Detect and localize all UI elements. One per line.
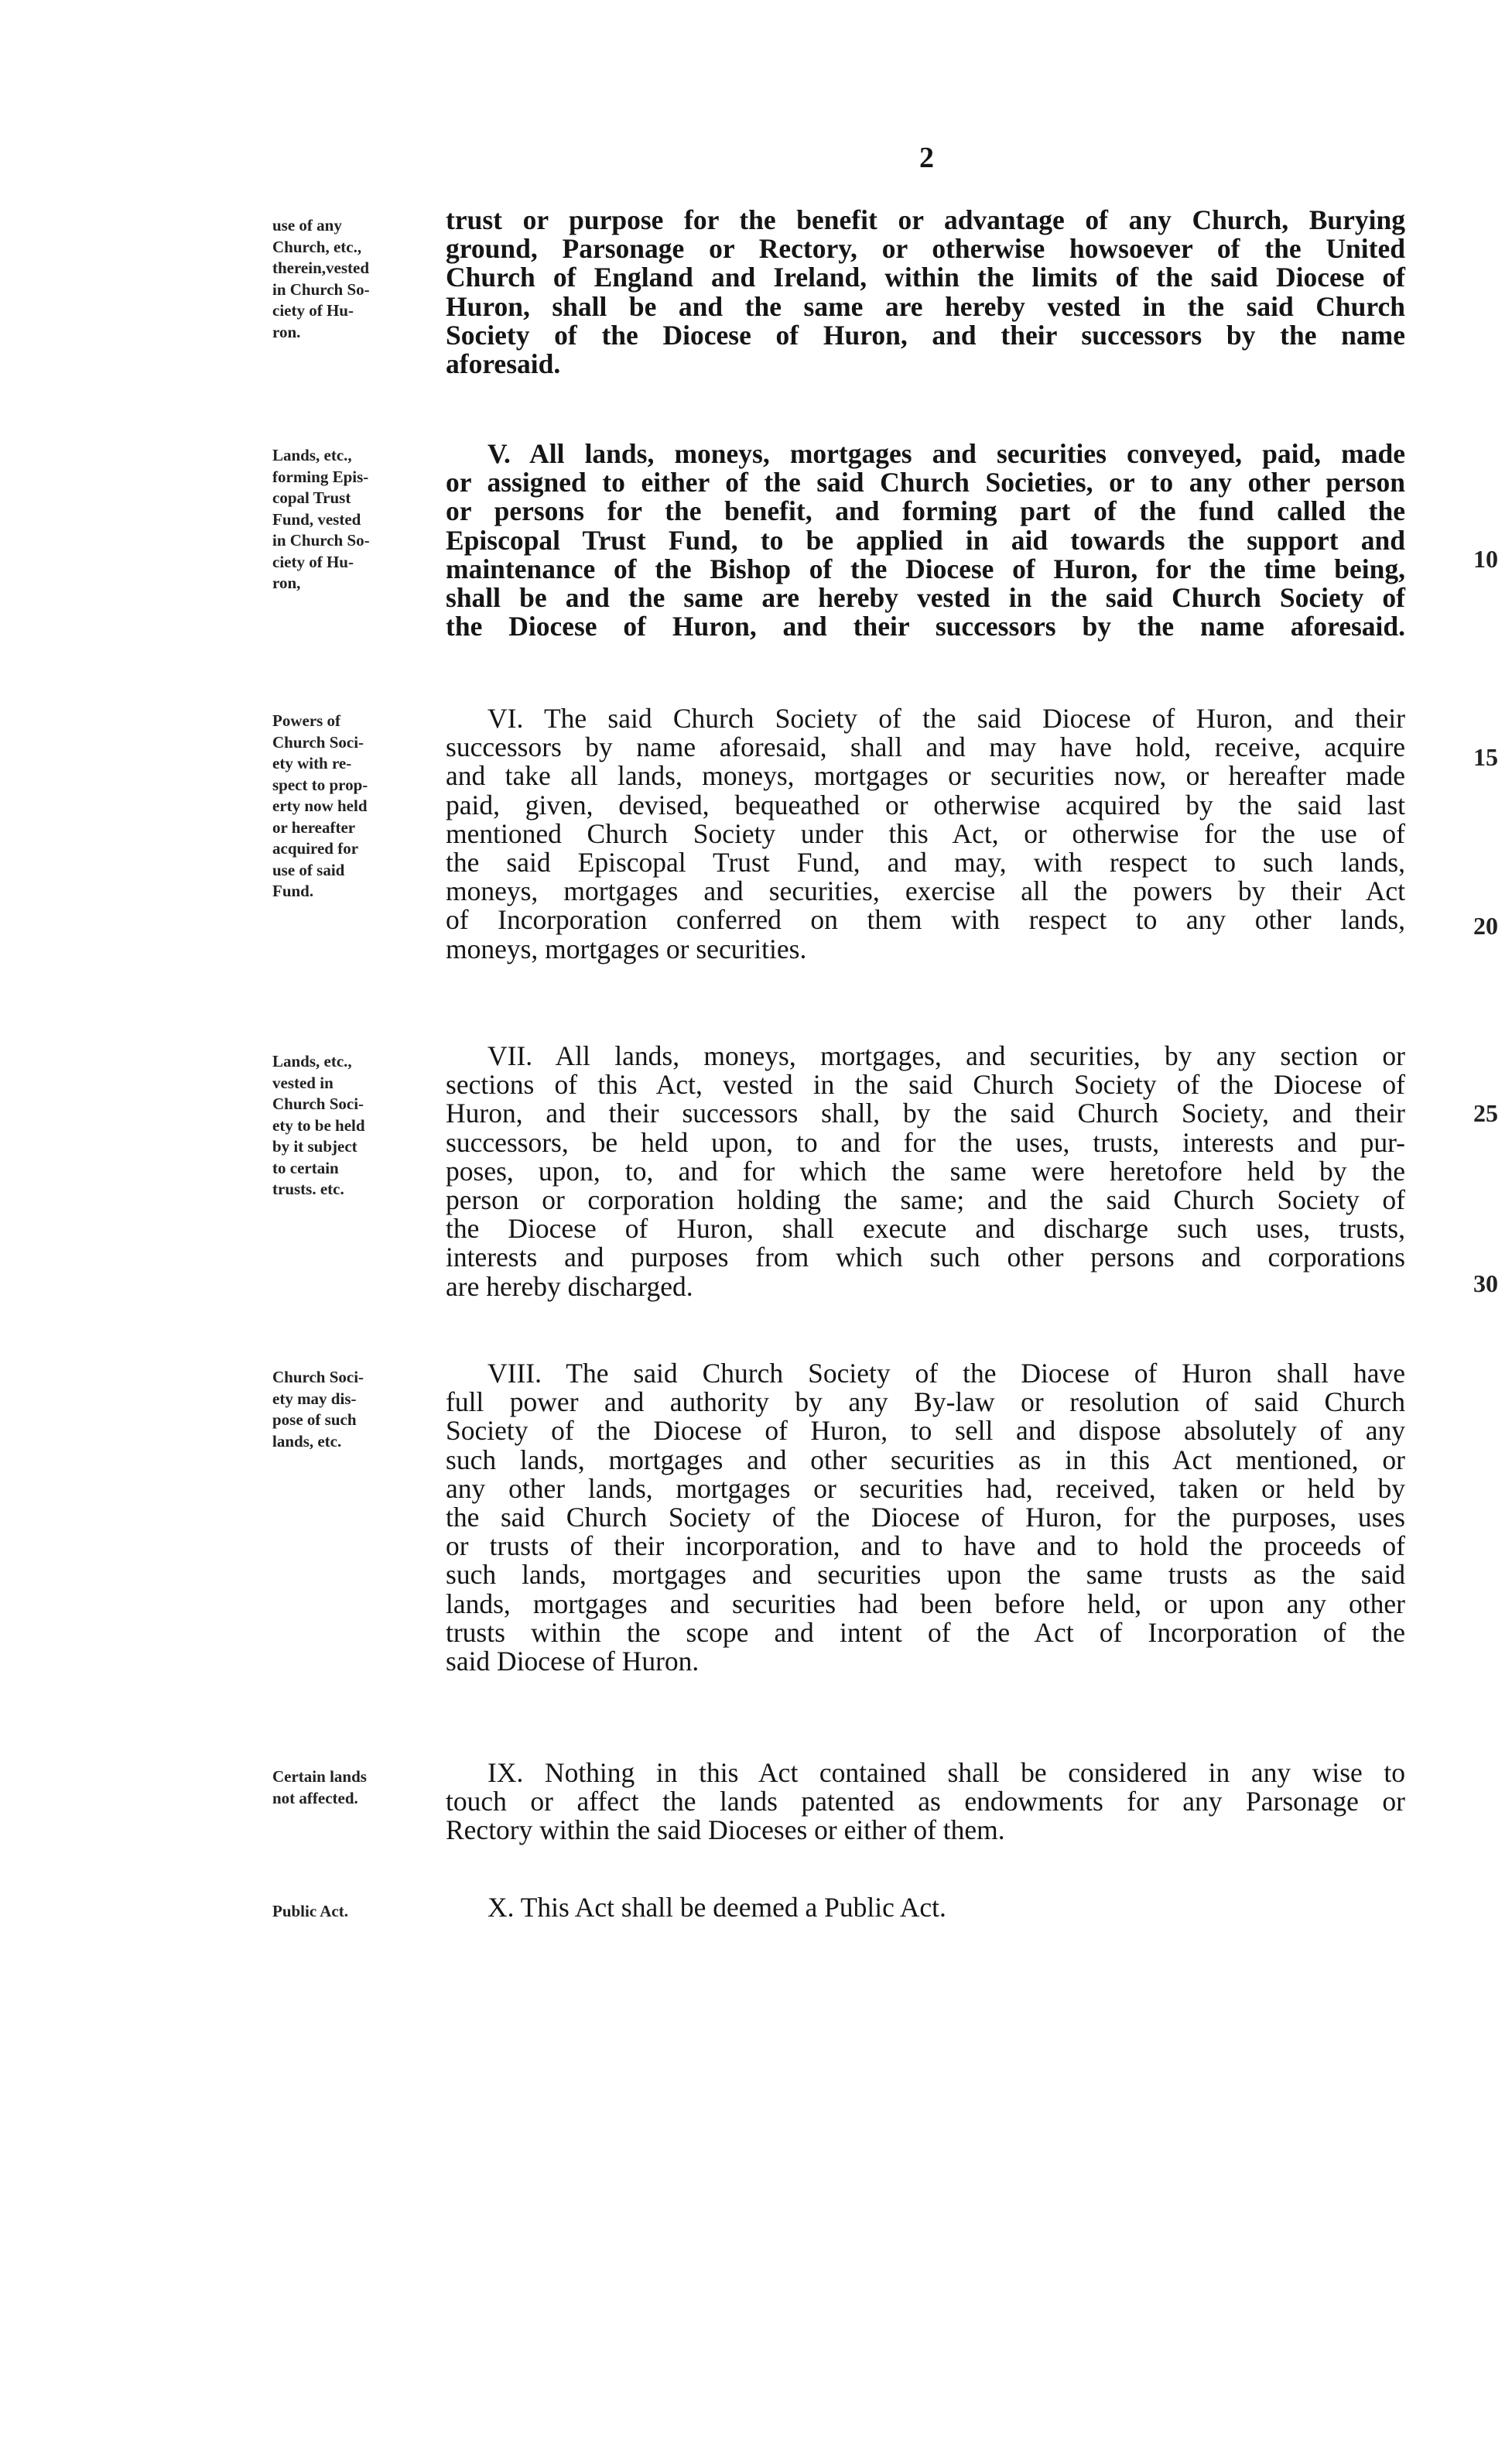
margin-note-line: Lands, etc., xyxy=(272,1052,352,1070)
margin-note-line: Fund, vested xyxy=(272,509,361,529)
margin-note-line: in Church So- xyxy=(272,279,370,299)
margin-note-episcopal-fund xyxy=(272,445,419,594)
margin-note-line: ety with re- xyxy=(272,754,352,772)
margin-note-held-trusts xyxy=(272,1051,419,1201)
text-line: lands, mortgages and securities had been before held, or upon any other xyxy=(446,1588,1405,1619)
text-line: and take all lands, moneys, mortgages or securities now, or hereafter made xyxy=(446,760,1405,792)
margin-note-line: not affected. xyxy=(272,1788,358,1807)
text-line: trusts within the scope and intent of the Act of Incorporation of the xyxy=(446,1616,1405,1648)
text-line: V. All lands, moneys, mortgages and securities conveyed, paid, made xyxy=(487,438,1405,469)
text-line: IX. Nothing in this Act contained shall be considered in any wise to xyxy=(487,1757,1405,1788)
margin-note-line: in Church So- xyxy=(272,531,370,550)
margin-note-line: lands, etc. xyxy=(272,1431,342,1451)
margin-note-line: Powers of xyxy=(272,711,341,730)
text-line: moneys, mortgages and securities, exercise all the powers by their Act xyxy=(446,875,1405,907)
paragraph-section-x xyxy=(446,1893,1405,1922)
text-line: or trusts of their incorporation, and to have and to hold the proceeds of xyxy=(446,1530,1405,1562)
margin-note-line: forming Epis- xyxy=(272,467,369,486)
text-line: Society of the Diocese of Huron, and their successors by the name xyxy=(446,319,1405,351)
margin-note-dispose xyxy=(272,1367,419,1452)
paragraph-section-vii xyxy=(446,1042,1405,1301)
margin-note-line: ciety of Hu- xyxy=(272,301,354,320)
margin-note-line: erty now held xyxy=(272,796,368,815)
text-line: touch or affect the lands patented as endowments for any Parsonage or xyxy=(446,1786,1405,1817)
line-number: 30 xyxy=(1473,1269,1498,1297)
page-number: 2 xyxy=(919,142,934,174)
text-line: aforesaid. xyxy=(446,348,561,380)
text-line: such lands, mortgages and securities upon the same trusts as the said xyxy=(446,1559,1405,1591)
margin-note-public-act xyxy=(272,1901,419,1923)
margin-note-line: to certain xyxy=(272,1158,339,1177)
text-line: are hereby discharged. xyxy=(446,1270,693,1302)
text-line: the said Episcopal Trust Fund, and may, with respect to such lands, xyxy=(446,847,1405,879)
margin-note-line: Lands, etc., xyxy=(272,446,352,464)
text-line: Rectory within the said Dioceses or either of them. xyxy=(446,1814,1005,1846)
text-line: paid, given, devised, bequeathed or otherwise acquired by the said last xyxy=(446,789,1405,820)
text-line: Society of the Diocese of Huron, to sell and dispose absolutely of any xyxy=(446,1415,1405,1447)
text-line: VI. The said Church Society of the said Diocese of Huron, and their xyxy=(487,703,1405,734)
margin-note-line: ron. xyxy=(272,322,301,341)
text-line: Church of England and Ireland, within the limits of the said Diocese of xyxy=(446,262,1405,293)
margin-note-line: Church, etc., xyxy=(272,237,362,256)
text-line: any other lands, mortgages or securities had, received, taken or held by xyxy=(446,1472,1405,1504)
text-line: VIII. The said Church Society of the Diocese of Huron shall have xyxy=(487,1358,1405,1389)
text-line: or assigned to either of the said Church Societies, or to any other person xyxy=(446,467,1405,498)
margin-note-line: use of said xyxy=(272,860,345,879)
margin-note-line: trusts. etc. xyxy=(272,1180,344,1198)
text-line: successors, be held upon, to and for the uses, trusts, interests and pur- xyxy=(446,1126,1405,1158)
text-line: Episcopal Trust Fund, to be applied in aid towards the support and xyxy=(446,524,1405,556)
text-line: maintenance of the Bishop of the Diocese of Huron, for the time being, xyxy=(446,553,1405,584)
text-line: moneys, mortgages or securities. xyxy=(446,933,807,964)
margin-note-line: Church Soci- xyxy=(272,732,364,752)
paragraph-section-ix xyxy=(446,1759,1405,1845)
text-line: poses, upon, to, and for which the same were heretofore held by the xyxy=(446,1155,1405,1187)
margin-note-line: acquired for xyxy=(272,839,359,858)
margin-note-line: use of any xyxy=(272,216,342,235)
text-line: such lands, mortgages and other securities as in this Act mentioned, or xyxy=(446,1444,1405,1475)
margin-note-line: Church Soci- xyxy=(272,1368,364,1386)
text-line: the Diocese of Huron, shall execute and discharge such uses, trusts, xyxy=(446,1213,1405,1245)
margin-note-line: ety to be held xyxy=(272,1115,365,1135)
text-line: interests and purposes from which such other persons and corporations xyxy=(446,1242,1405,1273)
line-number: 10 xyxy=(1473,545,1498,573)
margin-note-line: Church Soci- xyxy=(272,1094,364,1113)
text-line: mentioned Church Society under this Act, or otherwise for the use of xyxy=(446,817,1405,849)
text-line: X. This Act shall be deemed a Public Act. xyxy=(487,1892,946,1923)
margin-note-line: ciety of Hu- xyxy=(272,552,354,571)
text-line: trust or purpose for the benefit or advantage of any Church, Burying xyxy=(446,204,1405,235)
margin-note-line: or hereafter xyxy=(272,817,356,837)
margin-note-line: vested in xyxy=(272,1073,334,1092)
margin-note-line: copal Trust xyxy=(272,488,351,507)
text-line: sections of this Act, vested in the said Church Society of the Diocese of xyxy=(446,1069,1405,1101)
text-line: full power and authority by any By-law or resolution of said Church xyxy=(446,1386,1405,1418)
text-line: said Diocese of Huron. xyxy=(446,1646,700,1677)
paragraph-section-v xyxy=(446,440,1405,641)
text-line: of Incorporation conferred on them with respect to any other lands, xyxy=(446,904,1405,936)
margin-note-line: pose of such xyxy=(272,1410,357,1429)
paragraph-trust-continuation xyxy=(446,206,1405,379)
margin-note-powers xyxy=(272,711,419,903)
paragraph-section-vi xyxy=(446,704,1405,964)
margin-note-line: ron, xyxy=(272,574,301,592)
line-number: 15 xyxy=(1473,743,1498,771)
margin-note-vesting xyxy=(272,215,419,343)
text-line: successors by name aforesaid, shall and may have hold, receive, acquire xyxy=(446,731,1405,763)
margin-note-line: by it subject xyxy=(272,1137,357,1156)
margin-note-line: Fund. xyxy=(272,882,314,900)
paragraph-section-viii xyxy=(446,1359,1405,1676)
margin-note-line: ety may dis- xyxy=(272,1389,357,1408)
margin-note-line: Certain lands xyxy=(272,1767,367,1786)
text-line: the said Church Society of the Diocese of Huron, for the purposes, uses xyxy=(446,1502,1405,1533)
text-line: ground, Parsonage or Rectory, or otherwise howsoever of the United xyxy=(446,233,1405,265)
margin-note-line: spect to prop- xyxy=(272,775,368,794)
text-line: shall be and the same are hereby vested in the said Church Society of xyxy=(446,582,1405,614)
text-line: Huron, shall be and the same are hereby vested in the said Church xyxy=(446,290,1405,322)
text-line: Huron, and their successors shall, by the said Church Society, and their xyxy=(446,1098,1405,1129)
margin-note-lands-not-affected xyxy=(272,1766,419,1809)
text-line: person or corporation holding the same; and the said Church Society of xyxy=(446,1184,1405,1216)
text-line: or persons for the benefit, and forming part of the fund called the xyxy=(446,495,1405,527)
line-number: 20 xyxy=(1473,912,1498,940)
text-line: VII. All lands, moneys, mortgages, and securities, by any section or xyxy=(487,1040,1405,1071)
margin-note-line: Public Act. xyxy=(272,1902,348,1920)
line-number: 25 xyxy=(1473,1099,1498,1127)
margin-note-line: therein,vested xyxy=(272,259,370,277)
text-line: the Diocese of Huron, and their successors by the name aforesaid. xyxy=(446,611,1405,642)
